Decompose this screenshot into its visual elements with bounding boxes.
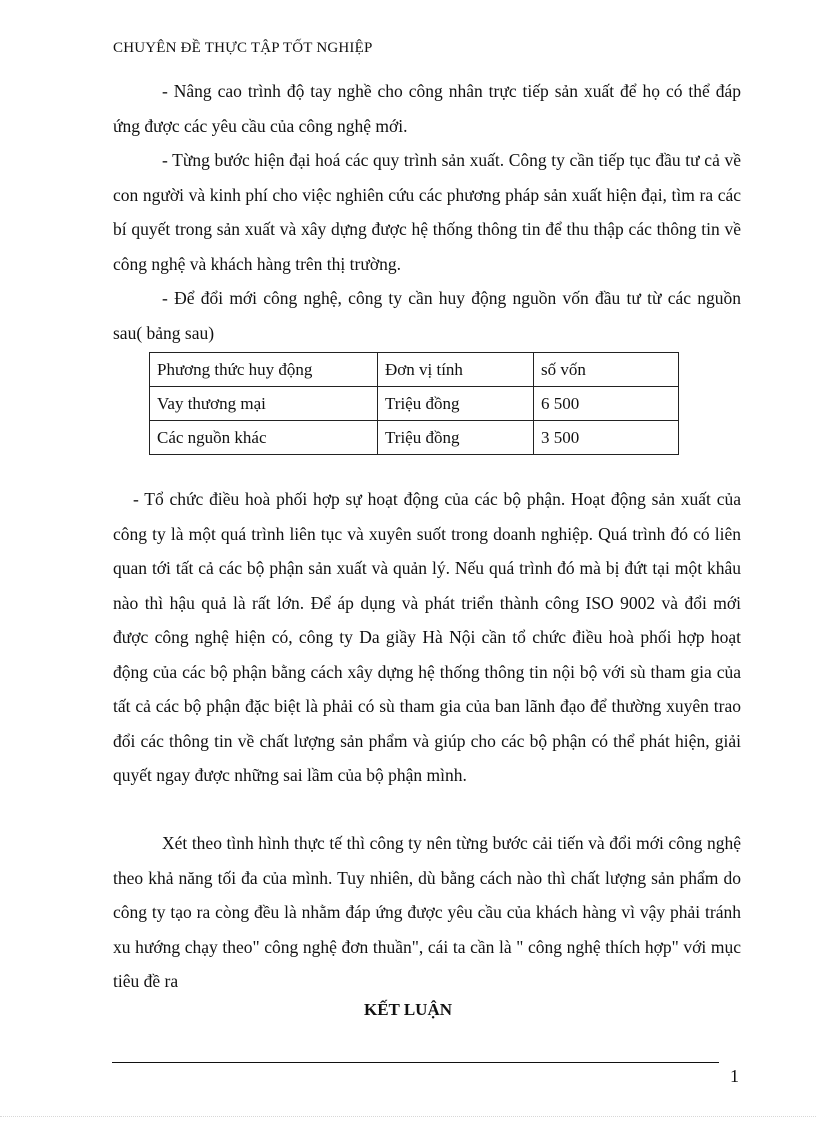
table-header-cell: Phương thức huy động: [150, 353, 378, 387]
page-number: 1: [730, 1066, 739, 1086]
section-title: KẾT LUẬN: [363, 1000, 452, 1019]
table-row: [150, 387, 679, 421]
table-header-row: [150, 353, 679, 387]
table-header-cell: số vốn: [534, 353, 679, 387]
paragraph-skill-training: - Nâng cao trình độ tay nghề cho công nhân trực tiếp sản xuất để họ có thể đáp ứng được các yêu cầu của công nghệ mới.: [113, 81, 741, 136]
page-edge-divider: [0, 1116, 816, 1117]
paragraph-coordination: - Tổ chức điều hoà phối hợp sự hoạt động của các bộ phận. Hoạt động sản xuất của công ty là một quá trình liên tục và xuyên suốt trong doanh nghiệp. Quá trình đó có liên quan tới tất cả các bộ phận sản xuất và quản lý. Nếu quá trình đó mà bị đứt tại một khâu nào thì hậu quả là rất lớn. Để áp dụng và phát triển thành công ISO 9002 và đổi mới được công nghệ hiện có, công ty Da giầy Hà Nội cần tổ chức điều hoà phối hợp hoạt động của các bộ phận bằng cách xây dựng hệ thống thông tin nội bộ với sù tham gia của tất cả các bộ phận đặc biệt là phải có sù tham gia của ban lãnh đạo để thường xuyên trao đổi các thông tin về chất lượng sản phẩm và giúp cho các bộ phận có thể phát hiện, giải quyết ngay được những sai lầm của bộ phận mình.: [113, 489, 741, 785]
table-cell: Triệu đồng: [378, 387, 534, 421]
table-cell: Vay thương mại: [150, 387, 378, 421]
table-cell: Triệu đồng: [378, 421, 534, 455]
capital-table: [149, 352, 679, 455]
document-header: CHUYÊN ĐỀ THỰC TẬP TỐT NGHIỆP: [113, 40, 373, 56]
table-row: [150, 421, 679, 455]
table-header-cell: Đơn vị tính: [378, 353, 534, 387]
footer-rule: [112, 1062, 719, 1063]
paragraph-conclusion-intro: Xét theo tình hình thực tế thì công ty nên từng bước cải tiến và đổi mới công nghệ theo khả năng tối đa của mình. Tuy nhiên, dù bằng cách nào thì chất lượng sản phẩm do công ty tạo ra còng đều là nhằm đáp ứng được yêu cầu của khách hàng vì vậy phải tránh xu hướng chạy theo" công nghệ đơn thuần", cái ta cần là " công nghệ thích hợp" với mục tiêu đề ra: [113, 833, 741, 991]
paragraph-modernize-process: - Từng bước hiện đại hoá các quy trình sản xuất. Công ty cần tiếp tục đầu tư cả về con người và kinh phí cho việc nghiên cứu các phương pháp sản xuất hiện đại, tìm ra các bí quyết trong sản xuất và xây dựng được hệ thống thông tin để thu thập các thông tin về công nghệ và khách hàng trên thị trường.: [113, 150, 741, 274]
table-cell: 6 500: [534, 387, 679, 421]
paragraph-capital-sources: - Để đổi mới công nghệ, công ty cần huy động nguồn vốn đầu tư từ các nguồn sau( bảng sau): [113, 288, 741, 343]
table-cell: 3 500: [534, 421, 679, 455]
table-cell: Các nguồn khác: [150, 421, 378, 455]
